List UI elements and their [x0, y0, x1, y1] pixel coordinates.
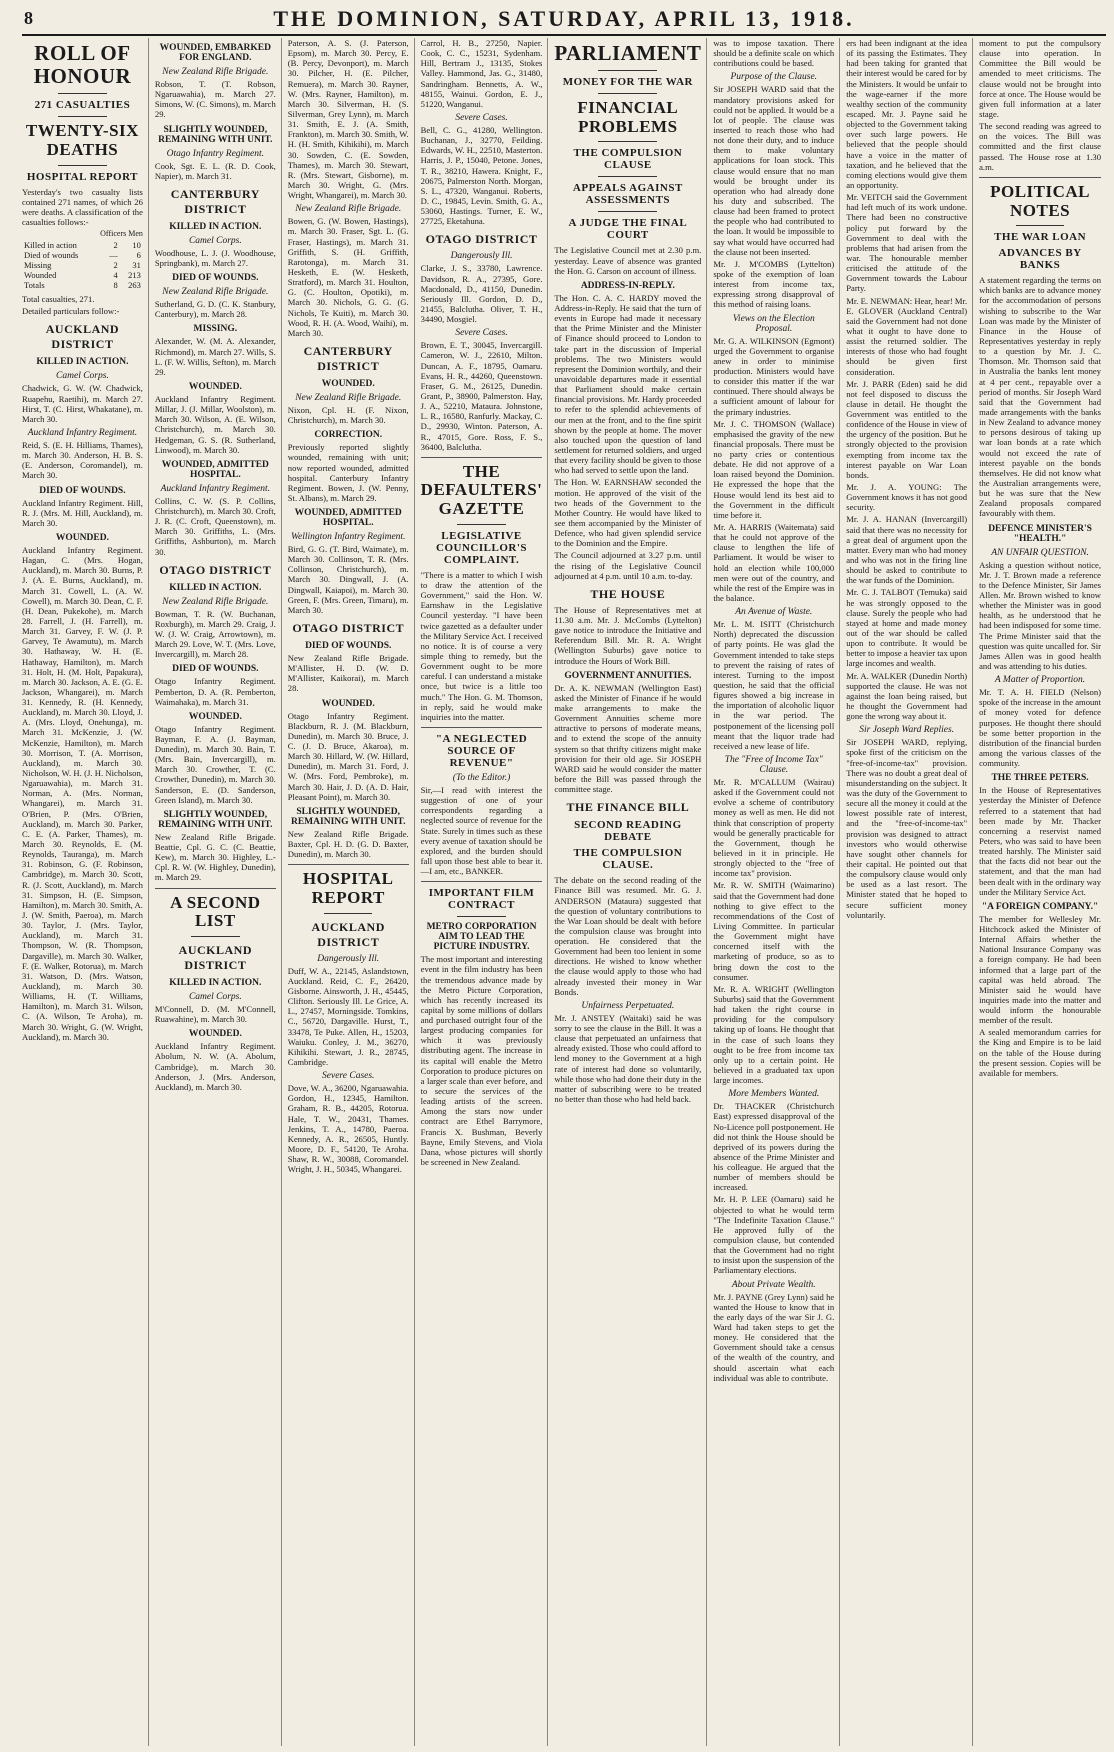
casualty-paragraph: Collins, C. W. (S. P. Collins, Christchurch), m. March 30. Croft, J. R. (C. Croft, Queenstown), m. March 30. Griffiths, L. (Mrs. Griffiths, Ashburton), m. March 30.: [154, 495, 276, 557]
section-heading: KILLED IN ACTION.: [169, 582, 262, 593]
crosshead: The "Free of Income Tax" Clause.: [724, 755, 823, 775]
subhead-councillor-complaint: LEGISLATIVE COUNCILLOR'S COMPLAINT.: [436, 529, 527, 566]
detailed-line: Detailed particulars follow:-: [22, 306, 120, 317]
article-paragraph: Mr. H. P. LEE (Oamaru) said he objected to what he would term "The Indefinite Taxation Clause." He approved fully of the compulsion clause, but contended that the Government had no right to insist upon the suspension of the Parliamentary elections.: [713, 1194, 835, 1276]
article-paragraph: Sir JOSEPH WARD said that the mandatory provisions asked for could not be applied. It would be a lot of people. The clause was inserted to reach those who had not done their duty, and to induce them to make voluntary applications for loan stock. This clause would ensure that no man would be brought under its operation who had already done his duty and subscribed. The clause had been framed to protect the people who had contributed to the loan. It would be impossible to say what would have occurred had the clause not been inserted.: [713, 84, 835, 257]
hospital-paragraph: Duff, W. A., 22145, Aslandstown, Auckland. Reid, C. F., 26420, Gisborne. Ainsworth, J. H., 45445, Clifton. Seriously Ill. Le Grice, A. L., 27457, Morningside. Tomkins, C., 56720, Dargaville. Hurst, T., 33478, Te Puke. Allen, H., 15203, Waiuku. Conley, J. M., 36270, Kihikihi. Stewart, J. R., 28745, Cambridge.: [287, 965, 409, 1067]
headline-defaulters-gazette: THE DEFAULTERS' GAZETTE: [420, 461, 543, 519]
hospital-paragraph: Carrol, H. B., 27250, Napier. Cook, C. C., 15231, Sydenham. Hill, Bertram J., 13135, Stokes Valley. Hammond, Jas. G., 31480, Sandringham. Bennetts, A. W., 48155, Wainui. Gordon, E. J., 51220, Wanganui.: [420, 38, 543, 109]
unit-heading: Dangerously Ill.: [317, 953, 380, 964]
column-6: [713, 38, 840, 1746]
subhead-deaths: TWENTY-SIX DEATHS: [25, 121, 139, 159]
article-paragraph: "There is a matter to which I wish to draw the attention of the Government," said the Hon. W. Earnshaw in the Legislative Council yesterday. "I have been twice gazetted as a defaulter under the Military Service Act. I received no notice. It is of course a very simple thing to remedy, but the Government ought to be more careful. I can understand a mistake once, but twice is a little too much." The Hon. G. M. Thomson, in reply, said he would make inquiries into the matter.: [420, 569, 543, 722]
article-paragraph: Mr. A. HARRIS (Waitemata) said that he could not approve of the clause to lengthen the life of Parliament. It would be wiser to hold an election while 100,000 men were out of the country, and while the rest of the Empire was in the balance.: [713, 522, 835, 604]
casualty-paragraph: Auckland Infantry Regiment. Millar, J. (J. Millar, Woolston), m. March 30. Wilson, A. (E. Wilson, Christchurch), m. March 30. Hedgeman, G. S. (R. Sutherland, Linwood), m. March 30.: [154, 393, 276, 455]
section-heading: SLIGHTLY WOUNDED, REMAINING WITH UNIT.: [290, 806, 406, 827]
article-paragraph: was to impose taxation. There should be a definite scale on which contributions could be based.: [713, 38, 835, 69]
district-heading: OTAGO DISTRICT: [425, 232, 538, 247]
section-heading: DIED OF WOUNDS.: [305, 641, 392, 652]
district-heading: CANTERBURY DISTRICT: [303, 343, 393, 373]
article-paragraph: Mr. E. NEWMAN: Hear, hear! Mr. E. GLOVER (Auckland Central) said the Government had not done what it ought to have done to assist the returned soldier. The interests of those who had fought should be given first consideration.: [846, 295, 968, 377]
section-heading: WOUNDED, ADMITTED HOSPITAL.: [294, 508, 402, 529]
article-paragraph: Mr. T. A. H. FIELD (Nelson) spoke of the increase in the amount of money voted for defence purposes. He thought there should be some better proportion in the distribution of the financial burden among the various classes of the community.: [979, 687, 1101, 769]
article-paragraph: Mr. J. ANSTEY (Waitaki) said he was sorry to see the clause in the Bill. It was a clause that perpetuated an unfairness that already existed. Those who could afford to lend money to the Government at a high rate of interest had done so voluntarily, while those who had done their duty in the matter of subscribing were to be treated no better than those who had held back.: [554, 1012, 702, 1105]
crosshead: Views on the Election Proposal.: [732, 313, 815, 334]
table-cell: 4: [113, 270, 118, 281]
casualty-paragraph: Otago Infantry Regiment. Blackburn, R. J. (M. Blackburn, Dunedin), m. March 30. Bruce, J. C. (J. D. Bruce, Akaroa), m. March 30. Hillard, W. (W. Hillard, Dunedin), m. March 31. Ford, J. W. (Mrs. Ford, Pembroke), m. March 30. Hair, J. D. (A. D. Hair, Pleasant Point), m. March 30.: [287, 710, 409, 802]
article-paragraph: In the House of Representatives yesterday the Minister of Defence referred to a statement that had been made by Mr. Thacker concerning a reservist named Peters, who was said to have been treated harshly. The Minister said that the facts did not bear out the statement, and that the man had been dealt with in the ordinary way under the Military Service Act.: [979, 785, 1101, 897]
casualty-paragraph: Otago Infantry Regiment. Pemberton, D. A. (R. Pemberton, Waimahaka), m. March 31.: [154, 676, 276, 707]
table-cell: Totals: [24, 280, 45, 291]
section-the-house: THE HOUSE: [590, 586, 666, 601]
article-paragraph: Mr. J. PARR (Eden) said he did not feel disposed to discuss the clause in detail. He thought the Government was entitled to the confidence of the House in view of the urgency of the position. But he strongly objected to the provision exempting from income tax the interest payable on War Loan bonds.: [846, 378, 968, 480]
article-paragraph: The House of Representatives met at 11.30 a.m. Mr. J. McCombs (Lyttelton) gave notice to introduce the Initiative and Referendum Bill. Mr. R. A. Wright (Wellington Suburbs) gave notice to introduce the Hours of Work Bill.: [554, 604, 702, 666]
casualty-paragraph: Sutherland, G. D. (C. K. Stanbury, Canterbury), m. March 28.: [154, 299, 276, 320]
casualty-paragraph: Auckland Infantry Regiment. Hill, R. J. (Mrs. M. Hill, Auckland), m. March 30.: [22, 497, 143, 528]
divider: [598, 141, 657, 142]
letter-paragraph: Sir,—I read with interest the suggestion of one of your correspondents regarding a neglected source of revenue for the State. Surely in times such as these every avenue of taxation should be explored, and the burden should fall upon those best able to bear it.—I am, etc., BANKER.: [420, 784, 543, 877]
table-cell: 213: [128, 270, 141, 281]
subhead-compulsion-clause: THE COMPULSION CLAUSE: [573, 147, 683, 172]
divider: [979, 177, 1101, 178]
unit-heading: Severe Cases.: [455, 112, 508, 123]
divider: [598, 93, 657, 94]
divider: [598, 176, 657, 177]
table-row: [22, 240, 143, 250]
table-cell: 31: [132, 260, 141, 271]
article-paragraph: The second reading was agreed to on the voices. The Bill was committed and the first clause passed. The House rose at 1.30 a.m.: [979, 121, 1101, 172]
divider: [58, 165, 106, 166]
table-cell: Killed in action: [24, 240, 77, 251]
unit-heading: Severe Cases.: [455, 328, 508, 339]
article-paragraph: The Legislative Council met at 2.30 p.m. yesterday. Leave of absence was granted the Hon. G. Carson on account of illness.: [554, 245, 702, 276]
subhead-money-for-war: MONEY FOR THE WAR: [562, 76, 693, 89]
section-heading: WOUNDED.: [188, 711, 242, 722]
subhead-hospital-report: HOSPITAL REPORT: [26, 170, 138, 183]
article-paragraph: Mr. VEITCH said the Government had left much of its work undone. There had been no constructive policy put forward by the Government to deal with the problems that had arisen from the war. The honourable member criticised the attitude of the Government towards the Labour Party.: [846, 192, 968, 294]
headline-roll-of-honour: ROLL OF HONOUR: [33, 41, 132, 89]
section-heading: KILLED IN ACTION.: [36, 357, 129, 368]
casualty-paragraph: Paterson, A. S. (J. Paterson, Epsom), m. March 30. Percy, E. (B. Percy, Devonport), m. March 30. Pilcher, H. (E. Pilcher, Remuera), m. March 30. Rayner, W. (Mrs. Rayner, Hamilton), m. March 30. Silverman, H. (S. Silverman, Grey Lynn), m. March 31. Smith, E. J. (A. Smith, Frankton), m. March 30. Smith, W. H. (H. Smith, Kihikihi), m. March 30. Sowden, C. (E. Sowden, Thames), m. March 30. Stewart, R. (Mrs. Stewart, Gisborne), m. March 30. Wright, G. (Mrs. Wright, Whangarei), m. March 30.: [287, 38, 409, 201]
unit-heading: Wellington Infantry Regiment.: [291, 532, 406, 543]
table-cell: Died of wounds: [24, 250, 79, 261]
table-row: [22, 270, 143, 280]
divider: [1016, 225, 1065, 226]
section-heading: KILLED IN ACTION.: [169, 977, 262, 988]
table-cell: 263: [128, 280, 141, 291]
crosshead: More Members Wanted.: [728, 1089, 820, 1100]
unit-heading: New Zealand Rifle Brigade.: [295, 204, 402, 215]
column-2: [155, 38, 282, 1746]
table-cell: 10: [132, 240, 141, 251]
hospital-paragraph: Dove, W. A., 36200, Ngaruawahia. Gordon, H., 12345, Hamilton. Graham, R. B., 44205, Rotorua. Hale, T. W., 20431, Thames. Jenkins, T. A., 14780, Paeroa. Kennedy, A. R., 26505, Huntly. Moore, D. F., 54120, Te Aroha. Shaw, R. W., 30088, Coromandel. Wright, J. H., 50345, Whangarei.: [287, 1083, 409, 1175]
unit-heading: Otago Infantry Regiment.: [166, 148, 265, 159]
hospital-paragraph: Brown, E. T., 30045, Invercargill. Cameron, W. J., 22610, Milton. Duncan, A. F., 18795, Oamaru. Evans, H. R., 44260, Queenstown. Fraser, G. M., 26125, Dunedin. Grant, P., 38900, Palmerston. Hay, J. A., 52210, Mataura. Johnstone, L. R., 16580, Ranfurly. Mackay, C. D., 29930, Winton. Paterson, A. R., 47015, Gore. Ross, F. S., 36400, Balclutha.: [420, 340, 543, 452]
column-4: [421, 38, 549, 1746]
casualty-paragraph: Bird, G. G. (T. Bird, Waimate), m. March 30. Collinson, T. R. (Mrs. Collinson, Christchurch), m. March 30. Dingwall, J. (A. Dingwall, Kaiapoi), m. March 30. Green, F. (Mrs. Green, Timaru), m. March 30.: [287, 544, 409, 615]
section-heading: DIED OF WOUNDS.: [172, 273, 259, 284]
unit-heading: New Zealand Rifle Brigade.: [162, 67, 269, 77]
article-paragraph: Asking a question without notice, Mr. J. T. Brown made a reference to the Defence Minister, Sir James Allen. Mr. Brown wished to know whether the Minister was in good health, as he understood that he had been indisposed for some time. The Prime Minister said that the question was quite uncalled for. Sir James Allen was in good health and was attending to his duties.: [979, 559, 1101, 671]
casualty-paragraph: Robson, T. (T. Robson, Ngaruawahia), m. March 27. Simons, W. (C. Simons), m. March 29.: [154, 79, 276, 120]
divider: [191, 936, 239, 937]
casualty-paragraph: Otago Infantry Regiment. Bayman, F. A. (J. Bayman, Dunedin), m. March 30. Bain, T. (Mrs. Bain, Invercargill), m. March 30. Crowther, T. (C. Crowther, Dunedin), m. March 30. Sanderson, E. (D. Sanderson, Green Island), m. March 30.: [154, 723, 276, 805]
table-cell: 6: [136, 250, 141, 261]
casualty-paragraph: New Zealand Rifle Brigade. M'Allister, H. D. (W. D. M'Allister, Kaikorai), m. March 28.: [287, 653, 409, 694]
divider: [457, 916, 506, 917]
divider: [58, 116, 106, 117]
article-paragraph: Mr. C. J. TALBOT (Temuka) said he was strongly opposed to the clause. Surely the people who had stayed at home and made money out of the war should be called upon to contribute. It would be better to impose a heavier tax upon large incomes and wealth.: [846, 587, 968, 669]
subhead-casualties: 271 CASUALTIES: [34, 99, 131, 112]
subhead-judge-final-court: A JUDGE THE FINAL COURT: [568, 217, 688, 242]
article-paragraph: Mr. L. M. ISITT (Christchurch North) deprecated the discussion of party points. He was glad the Government intended to take steps to prevent the raising of rates of interest. Turning to the impost question, he said that the official figures showed a big increase in the importation of alcoholic liquor in the war period. The postponement of the licensing poll meant that the liquor trade had received a new lease of life.: [713, 619, 835, 751]
article-paragraph: Mr. J. A. YOUNG: The Government knows it has not good security.: [846, 482, 968, 513]
subhead-financial-problems: FINANCIAL PROBLEMS: [577, 98, 679, 136]
article-paragraph: The Hon. C. A. C. HARDY moved the Address-in-Reply. He said that the turn of events in Europe had made it necessary that the Prime Minister and the Minister of Finance should proceed to London to take part in the discussion of Imperial problems. The two Ministers would represent the Dominion worthily, and their unavoidable departures made it essential that Parliament should make certain financial provisions. Mr. Hardy proceeded to refer to the splendid achievements of our men at the front, and to the fine spirit shown by the people at home. The mover also touched upon the question of land settlement for returned soldiers, and urged that every facility should be given to those who had served to settle upon the land.: [554, 292, 702, 476]
masthead-rule: [22, 34, 1106, 36]
headline-hospital-report: HOSPITAL REPORT: [302, 869, 394, 907]
unit-heading: New Zealand Rifle Brigade.: [162, 287, 269, 298]
article-paragraph: A sealed memorandum carries for the King and Empire is to be laid on the table of the House during the present session. Copies will be available for members.: [979, 1027, 1101, 1078]
divider: [324, 913, 372, 914]
divider: [421, 727, 543, 728]
article-paragraph: The most important and interesting event in the film industry has been the tremendous advance made by the Metro Picture Corporation, which has recently increased its capital by some millions of dollars and purchased outright four of the largest producing companies for which it was previously distributing agent. The increase in its capital will enable the Metro Corporation to produce pictures on a larger scale than ever before, and to secure the services of the leading artists of the screen. Among the stars now under contract are Ethel Barrymore, Francis X. Bushman, Beverly Bayne, Emily Stevens, and Viola Dana, whose pictures will shortly be screened in New Zealand.: [420, 954, 543, 1168]
crosshead: About Private Wealth.: [731, 1279, 816, 1290]
article-paragraph: The debate on the second reading of the Finance Bill was resumed. Mr. G. J. ANDERSON (Mataura) suggested that the question of voluntary contributions to the War Loan should be dealt with before the compulsion clause was brought into operation. He considered that the Government had been too lenient in some directions. He wished to know whether the clause would apply to those who had already invested their money in War Bonds.: [554, 875, 702, 997]
casualty-paragraph: Alexander, W. (M. A. Alexander, Richmond), m. March 27. Wills, S. L. (F. W. Willis, Sefton), m. March 29.: [154, 336, 276, 377]
headline-second-list: A SECOND LIST: [170, 892, 261, 931]
casualty-table: [22, 240, 143, 290]
casualty-paragraph: M'Connell, D. (M. M'Connell, Ruawahine), m. March 30.: [154, 1003, 276, 1025]
unit-heading: Camel Corps.: [188, 235, 242, 246]
section-heading: WOUNDED.: [188, 381, 242, 392]
total-line: Total casualties, 271.: [22, 294, 95, 305]
casualty-paragraph: New Zealand Rifle Brigade. Beattie, Cpl. G. C. (C. Beattie, Kew), m. March 30. Highley, L.-Cpl. R. W. (W. Highley, Dunedin), m. March 29.: [154, 831, 276, 883]
crosshead: THE THREE PETERS.: [991, 773, 1089, 784]
section-heading: DIED OF WOUNDS.: [172, 664, 259, 675]
casualty-paragraph: Chadwick, G. W. (W. Chadwick, Ruapehu, Raetihi), m. March 27. Hirst, T. (C. Hirst, Whakatane), m. March 30.: [22, 383, 143, 424]
column-5: [554, 38, 707, 1746]
table-row: [22, 250, 143, 260]
divider: [155, 888, 276, 889]
casualty-paragraph: Nixon, Cpl. H. (F. Nixon, Christchurch), m. March 30.: [287, 404, 409, 426]
divider: [421, 457, 543, 458]
crosshead: Unfairness Perpetuated.: [581, 1000, 675, 1011]
crosshead: An Avenue of Waste.: [735, 607, 813, 618]
crosshead: DEFENCE MINISTER'S "HEALTH.": [988, 523, 1092, 544]
unit-heading: Severe Cases.: [322, 1071, 375, 1082]
district-heading: CANTERBURY DISTRICT: [170, 186, 260, 216]
article-paragraph: Mr. R. M'CALLUM (Wairau) asked if the Government could not evolve a scheme of contributory money as well as men. He did not think that conscription of property would be generally practicable for the Government, though he believed in it in principle. He strongly objected to the "free of income tax" provision.: [713, 777, 835, 879]
casualty-paragraph: Woodhouse, L. J. (J. Woodhouse, Springbank), m. March 27.: [154, 247, 276, 268]
column-1: [22, 38, 149, 1746]
unit-heading: New Zealand Rifle Brigade.: [162, 596, 269, 607]
subhead-compulsion: THE COMPULSION CLAUSE.: [573, 847, 683, 872]
divider: [421, 881, 543, 882]
article-paragraph: Mr. A. WALKER (Dunedin North) supported the clause. He was not against the loan being raised, but he thought the Government had gone the wrong way about it.: [846, 670, 968, 722]
article-paragraph: Mr. J. PAYNE (Grey Lynn) said he wanted the House to know that in the early days of the war Sir J. G. Ward had taken steps to get the money. He considered that the Government should take a census of the wealth of the country, and should ascertain what each individual was able to contribute.: [713, 1291, 835, 1383]
divider: [598, 211, 657, 212]
section-heading: CORRECTION.: [314, 430, 383, 441]
unit-heading: Auckland Infantry Regiment.: [27, 427, 138, 438]
casualty-paragraph: Previously reported slightly wounded, remaining with unit; now reported wounded, admitted hospital. Canterbury Infantry Regiment. Bowen, J. (W. Penny, St. Albans), m. March 29.: [287, 442, 409, 503]
divider: [58, 93, 106, 94]
hospital-paragraph: Bell, C. G., 41280, Wellington. Buchanan, J., 32770, Feilding. Edwards, W. H., 22510, Masterton. Harris, J. P., 15040, Petone. Jones, T. R., 38210, Hawera. Knight, F., 20675, Palmerston North. Morgan, S. L., 47320, Wanganui. Roberts, D. C., 19845, Levin. Smith, G. A., 53060, Hastings. Turner, E. W., 27725, Eketahuna.: [420, 124, 543, 227]
table-cell: 2: [113, 260, 118, 271]
divider: [457, 524, 506, 525]
unit-heading: New Zealand Rifle Brigade.: [295, 392, 402, 403]
casualty-paragraph: Bowen, G. (W. Bowen, Hastings), m. March 30. Fraser, Sgt. L. (G. Fraser, Hastings), m. March 31. Griffith, S. (H. Griffith, Rarotonga), m. March 31. Hesketh, E. (W. Hesketh, Stratford), m. March 31. Houlton, G. (C. Houlton, Opotiki), m. March 30. Nichols, G. G. (G. Nichols, Te Kuiti), m. March 30. Wood, R. H. (A. Wood, Waihi), m. March 30.: [287, 216, 409, 338]
column-8: [979, 38, 1106, 1746]
column-3: [288, 38, 415, 1746]
article-paragraph: The Council adjourned at 3.27 p.m. until the rising of the Legislative Council adjourned at 4 p.m. until 10 a.m. to-day.: [554, 550, 702, 581]
article-paragraph: The member for Wellesley Mr. Hitchcock asked the Minister of Internal Affairs whether the National Insurance Company was a foreign company. He had been informed that a large part of the capital was held abroad. The Minister said he would have inquiries made into the matter and would inform the honourable member of the result.: [979, 913, 1101, 1026]
section-heading: KILLED IN ACTION.: [169, 221, 262, 232]
subhead-war-loan: THE WAR LOAN: [994, 231, 1087, 244]
article-paragraph: Sir JOSEPH WARD, replying, spoke first of the criticism on the "free-of-income-tax" provision. There was no doubt a great deal of misunderstanding on the subject. It was the duty of the Government to secure all the money it could at the lowest possible rate of interest, and the "free-of-income-tax" provision was designed to attract investors who would otherwise have sought other channels for their capital. He pointed out that the compulsory clause would only be used as a last resort. The Minister stated that he hoped to secure sufficient money voluntarily.: [846, 737, 968, 920]
article-paragraph: A statement regarding the terms on which banks are to advance money for the accommodation of persons wishing to subscribe to the War Loan was made by the Minister of Finance in the House of Representatives yesterday in reply to a question by Mr. J. C. Thomson. Mr. Thomson said that in Australia the banks lent money at 4 per cent., repayable over a period of months. Sir Joseph Ward said that the Government had made arrangements with the banks in New Zealand to advance money to persons desirous of taking up war loan bonds at a rate which would not exceed the rate of interest payable on the bonds themselves. He did not know what the Australian arrangements were, but he was sure that the New Zealand proposals compared favourably with them.: [979, 275, 1101, 519]
letter-heading: (To the Editor.): [452, 772, 511, 783]
article-paragraph: Dr. THACKER (Christchurch East) expressed disapproval of the No-Licence poll postponement. He did not think the House should be deprived of its powers during the absence of the Prime Minister and his colleague. He argued that the number of members should be increased.: [713, 1101, 835, 1193]
crosshead: "A FOREIGN COMPANY.": [981, 901, 1099, 912]
section-heading: WOUNDED, ADMITTED HOSPITAL.: [161, 459, 269, 480]
section-finance-bill: THE FINANCE BILL: [566, 800, 690, 815]
crosshead: GOVERNMENT ANNUITIES.: [564, 670, 692, 681]
district-heading: AUCKLAND DISTRICT: [311, 919, 385, 949]
crosshead: ADDRESS-IN-REPLY.: [580, 280, 675, 291]
casualty-paragraph: Auckland Infantry Regiment. Abolum, N. W. (A. Abolum, Cambridge), m. March 30. Anderson, J. (Mrs. Anderson, Auckland), m. March 30.: [154, 1041, 276, 1092]
unit-heading: Auckland Infantry Regiment.: [160, 483, 271, 494]
headline-political-notes: POLITICAL NOTES: [990, 181, 1091, 220]
casualty-paragraph: Auckland Infantry Regiment. Hagan, C. (Mrs. Hogan, Auckland), m. March 30. Burns, P. J. (A. E. Burns, Auckland), m. March 31. Cowell, L. (A. W. Cowell), m. March 30. Dean, C. F. (H. Dean, Pukekohe), m. March 28. Farrell, J. (H. Farrell), m. March 31. Garvey, F. W. (J. P. Garvey, Te Awamutu), m. March 30. Hathaway, W. H. (E. Hathaway, Hamilton), m. March 31. Holt, H. (M. Holt, Papakura), m. March 30. Jackson, A. E. (G. E. Jackson, Whangarei), m. March 31. Kennedy, R. (H. Kennedy, Auckland), m. March 30. Lloyd, J. A. (Mrs. Lloyd, Onehunga), m. March 31. McKenzie, J. (W. McKenzie, Hamilton), m. March 30. Morrison, T. (A. Morrison, Auckland), m. March 30. Nicholson, W. H. (J. H. Nicholson, Ngaruawahia), m. March 31. Norman, A. (Mrs. Norman, Whangarei), m. March 31. O'Brien, P. (Mrs. O'Brien, Auckland), m. March 30. Parker, C. E. (A. Parker, Thames), m. March 30. Reynolds, E. (M. Reynolds, Tauranga), m. March 31. Robinson, G. (F. Robinson, Cambridge), m. March 30. Scott, R. (J. Scott, Auckland), m. March 31. Simpson, H. (E. Simpson, Hamilton), m. March 30. Smith, A. J. (W. Smith, Paeroa), m. March 30. Taylor, J. (Mrs. Taylor, Auckland), m. March 31. Thompson, W. (R. Thompson, Dargaville), m. March 30. Walker, F. (E. Walker, Rotorua), m. March 31. Watson, D. (Mrs. Watson, Auckland), m. March 30. Williams, H. (T. Williams, Hamilton), m. March 31. Wilson, C. (A. Wilson, Te Aroha), m. March 30. Wright, G. (W. Wright, Auckland), m. March 30.: [22, 544, 143, 1042]
article-paragraph: moment to put the compulsory clause into operation. In Committee the Bill would be amended to meet criticisms. The clause would not be brought into force at once. The House would be given full information at a later stage.: [979, 38, 1101, 119]
table-cell: —: [109, 250, 118, 261]
columns: [22, 38, 1106, 1746]
casualty-paragraph: New Zealand Rifle Brigade. Baxter, Cpl. H. D. (G. D. Baxter, Dunedin), m. March 30.: [287, 828, 409, 860]
hospital-paragraph: Clarke, J. S., 33780, Lawrence. Davidson, R. A., 27395, Gore. Macdonald, D., 41150, Dunedin. Seriously Ill. Gordon, D. D., 21455, Balclutha. Oliver, T. H., 34490, Mosgiel.: [420, 263, 543, 325]
casualty-paragraph: Bowman, T. R. (W. Buchanan, Roxburgh), m. March 29. Craig, J. W. (J. W. Craig, Arrowtown), m. March 29. Love, W. T. (Mrs. Love, Invercargill), m. March 28.: [154, 608, 276, 660]
headline-neglected-revenue: "A NEGLECTED SOURCE OF REVENUE": [435, 732, 528, 769]
district-heading: OTAGO DISTRICT: [159, 562, 272, 577]
section-heading: WOUNDED.: [321, 698, 375, 709]
crosshead: Sir Joseph Ward Replies.: [859, 725, 955, 736]
table-row: [22, 260, 143, 270]
section-heading: SLIGHTLY WOUNDED, REMAINING WITH UNIT.: [158, 809, 273, 830]
page-number: 8: [24, 8, 33, 28]
section-heading: WOUNDED.: [188, 1029, 242, 1040]
divider: [598, 70, 657, 71]
subhead-appeals: APPEALS AGAINST ASSESSMENTS: [572, 182, 683, 207]
subhead-advances-by-banks: ADVANCES BY BANKS: [998, 247, 1082, 272]
newspaper-title: THE DOMINION, SATURDAY, APRIL 13, 1918.: [273, 6, 855, 31]
section-heading: SLIGHTLY WOUNDED, REMAINING WITH UNIT.: [158, 124, 273, 145]
section-heading: WOUNDED.: [55, 532, 109, 543]
crosshead: A Matter of Proportion.: [994, 675, 1086, 686]
table-cell: 2: [113, 240, 118, 251]
table-row: [22, 280, 143, 290]
column-7: [846, 38, 973, 1746]
article-paragraph: Mr. J. C. THOMSON (Wallace) emphasised the gravity of the new financial proposals. There must be no party cries or contentious debate. He did not approve of a loan raised beyond the Dominion. He expressed the hope that the House would lend its best aid to the Government in the difficult time before it.: [713, 418, 835, 520]
district-heading: AUCKLAND DISTRICT: [45, 322, 120, 352]
crosshead: Purpose of the Clause.: [730, 72, 818, 83]
casualty-paragraph: Cook, Sgt. E. L. (R. D. Cook, Napier), m. March 31.: [154, 160, 276, 181]
table-cell: Missing: [24, 260, 52, 271]
headline-parliament: PARLIAMENT: [554, 41, 702, 65]
unit-heading: Camel Corps.: [188, 991, 242, 1002]
section-heading: WOUNDED, EMBARKED FOR ENGLAND.: [159, 43, 272, 63]
section-heading: DIED OF WOUNDS.: [39, 485, 126, 496]
table-cell: Wounded: [24, 270, 57, 281]
masthead: [22, 6, 1106, 32]
stats-header: Officers Men: [100, 229, 143, 239]
article-paragraph: Mr. G. A. WILKINSON (Egmont) urged the Government to organise anew in order to minimise production. Ministers would have to consider this matter if the war continued. There should always be a sufficient amount of labour for the primary industries.: [713, 335, 835, 417]
district-heading: OTAGO DISTRICT: [292, 621, 405, 636]
intro-paragraph: Yesterday's two casualty lists contained 271 names, of which 26 were deaths. A classification of the casualties follows:-: [22, 186, 143, 227]
article-paragraph: Mr. R. A. WRIGHT (Wellington Suburbs) said that the Government had taken the right course in providing for the compulsory taking up of loans. He thought that in the case of such loans they ought to be free from income tax only up to a certain point. He believed in a graduated tax upon large incomes.: [713, 983, 835, 1086]
headline-film-contract: IMPORTANT FILM CONTRACT: [428, 887, 535, 912]
article-paragraph: The Hon. W. EARNSHAW seconded the motion. He approved of the visit of the two heads of the Government to the Mother Country. He would have liked to see them accompanied by the Minister of Defence, who had given splendid service to the Dominion and the Empire.: [554, 477, 702, 549]
subhead-second-reading: SECOND READING DEBATE: [574, 819, 682, 844]
casualty-paragraph: Reid, S. (E. H. Hilliams, Thames), m. March 30. Anderson, H. B. S. (E. Anderson, Coromandel), m. March 30.: [22, 439, 143, 481]
unit-heading: Camel Corps.: [56, 371, 109, 382]
article-paragraph: Mr. J. M'COMBS (Lyttelton) spoke of the exemption of loan interest from income tax, expressing strong disapproval of this method of raising loans.: [713, 258, 835, 310]
article-paragraph: Mr. J. A. HANAN (Invercargill) said that there was no necessity for a great deal of argument upon the matter. Every man who had money and who was not in the firing line should be asked to contribute to the war funds of the Dominion.: [846, 514, 968, 586]
article-paragraph: ers had been indignant at the idea of its passing the Estimates. They had been taking for granted that their interest would be cared for by the Ministers. It would be unfair to the wage-earner if the more wealthy section of the community escaped. Mr. J. Payne said he objected to the Government taking over such large powers. He believed that the people should have a voice in the matter of taxation, and he believed that the coming elections would give them an opportunity.: [846, 38, 968, 190]
article-paragraph: Dr. A. K. NEWMAN (Wellington East) asked the Minister of Finance if he would make arrangements to make the Government Annuities scheme more attractive to persons of moderate means, and to extend the scope of the annuity system so that thrifty citizens might make provision for their old age. Sir JOSEPH WARD said he would consider the matter before the Bill was passed through the committee stage.: [554, 682, 702, 795]
crosshead: AN UNFAIR QUESTION.: [991, 547, 1089, 558]
article-paragraph: Mr. R. W. SMITH (Waimarino) said that the Government had done nothing to give effect to the recommendations of the Cost of Living Committee. In particular the Government might have concerned itself with the marketing of produce, so as to bring down the cost to the consumer.: [713, 880, 835, 982]
divider: [288, 864, 409, 865]
unit-heading: Dangerously Ill.: [450, 251, 513, 262]
section-heading: WOUNDED.: [321, 378, 375, 389]
district-heading: AUCKLAND DISTRICT: [178, 942, 252, 972]
subhead-metro-corporation: METRO CORPORATION AIM TO LEAD THE PICTURE INDUSTRY.: [426, 922, 537, 953]
table-cell: 8: [113, 280, 118, 291]
section-heading: MISSING.: [193, 324, 238, 335]
